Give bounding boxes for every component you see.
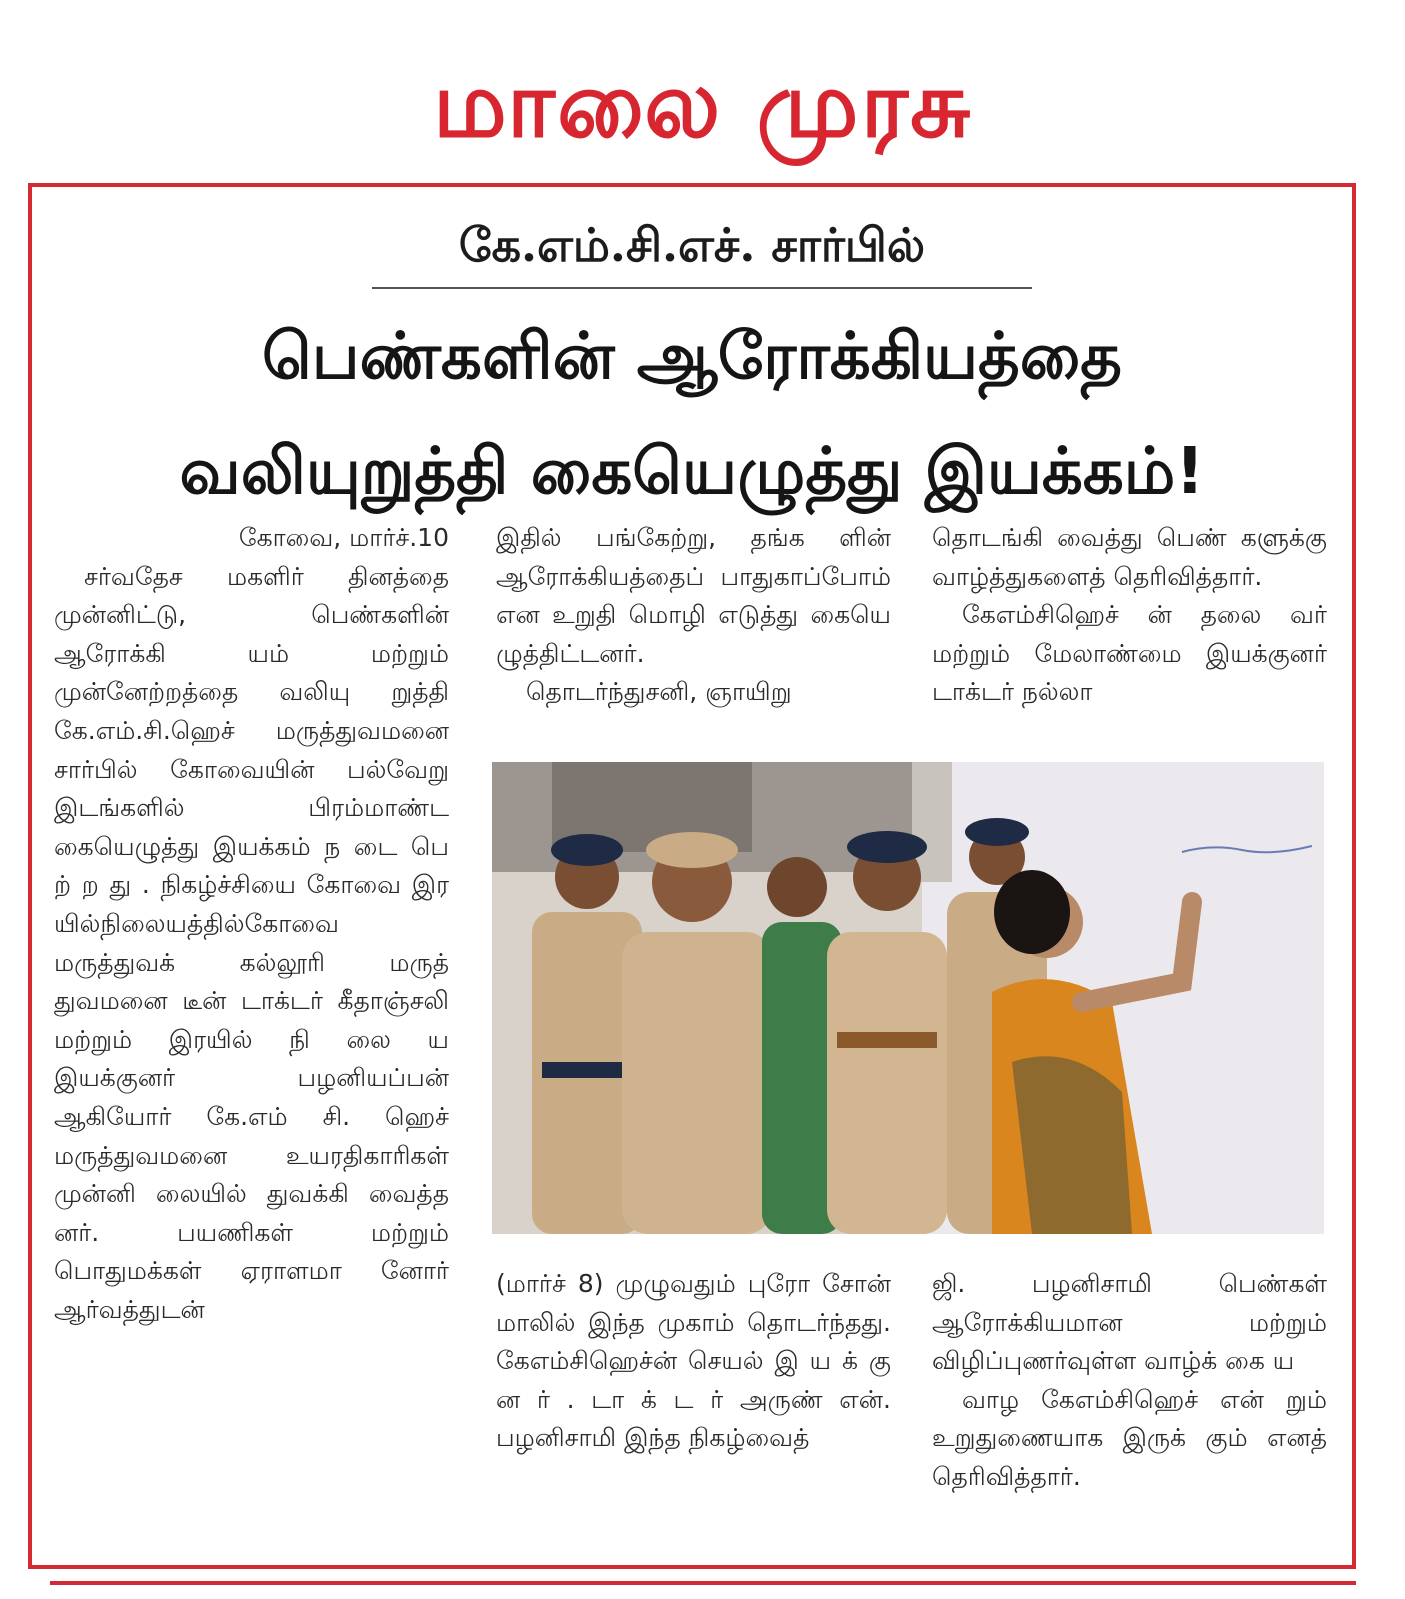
headline-line-1: பெண்களின் ஆரோக்கியத்தை [262,320,1122,394]
article-column-3-top [932,519,1327,751]
column-1-body: சர்வதேச மகளிர் தினத்தை முன்னிட்டு, பெண்களின் ஆரோக்கி யம் மற்றும் முன்னேற்றத்தை வலியு றுத்தி கே.எம்.சி.ஹெச் மருத்துவமனை சார்பில் கோவையின் பல்வேறு இடங்களில் பிரம்மாண்ட கையெழுத்து இயக்கம் ந டை பெ ற் ற து . நிகழ்ச்சியை கோவை இர யில்நிலையத்தில்கோவை மருத்துவக் கல்லூரி மருத் துவமனை டீன் டாக்டர் கீதாஞ்சலி மற்றும் இரயில் நி லை ய இயக்குனர் பழனியப்பன் ஆகியோர் கே.எம் சி. ஹெச் மருத்துவமனை உயரதிகாரிகள் முன்னி லையில் துவக்கி வைத்த னர். பயணிகள் மற்றும் பொதுமக்கள் ஏராளமா னோர் ஆர்வத்துடன் [54,561,449,1324]
bottom-rule [50,1581,1356,1585]
column-2-paragraph-1: இதில் பங்கேற்று, தங்க ளின் ஆரோக்கியத்தைப் பாதுகாப்போம் என உறுதி மொழி எடுத்து கையெ ழுத்திட்டனர். [496,523,891,668]
column-3-paragraph-1: தொடங்கி வைத்து பெண் களுக்கு வாழ்த்துகளைத் தெரிவித்தார். [932,523,1327,591]
article-kicker: கே.எம்.சி.எச். சார்பில் [458,218,926,272]
dateline: கோவை, மார்ச்.10 [238,523,449,552]
kicker-divider [372,287,1032,289]
masthead-logo: மாலை முரசு [432,51,973,158]
article-frame [28,183,1356,1569]
article-column-3-bottom [932,1265,1327,1535]
column-3-bottom-paragraph-1: ஜி. பழனிசாமி பெண்கள் ஆரோக்கியமான மற்றும் விழிப்புணர்வுள்ள வாழ்க் கை ய [932,1269,1327,1376]
column-3-paragraph-2: கேஎம்சிஹெச் ன் தலை வர் மற்றும் மேலாண்மை இயக்குனர் டாக்டர் நல்லா [932,600,1327,707]
masthead [0,30,1405,180]
news-photo [492,762,1324,1234]
article-column-2-top [496,519,891,751]
column-3-bottom-paragraph-2: வாழ கேஎம்சிஹெச் என் றும் உறுதுணையாக இருக் கும் எனத் தெரிவித்தார். [932,1384,1327,1491]
column-2-paragraph-2: தொடர்ந்துசனி, ஞாயிறு [526,677,792,707]
article-column-2-bottom [496,1265,891,1535]
article-column-1 [54,519,449,1529]
photo-illustration [492,762,1324,1234]
column-2-bottom-body: (மார்ச் 8) முழுவதும் புரோ சோன் மாலில் இந்த முகாம் தொடர்ந்தது. கேஎம்சிஹெச்ன் செயல் இ ய க் கு ன ர் . டா க் ட ர் அருண் என். பழனிசாமி இந்த நிகழ்வைத் [496,1269,891,1453]
headline-line-2: வலியுறுத்தி கையெழுத்து இயக்கம்! [179,435,1205,509]
